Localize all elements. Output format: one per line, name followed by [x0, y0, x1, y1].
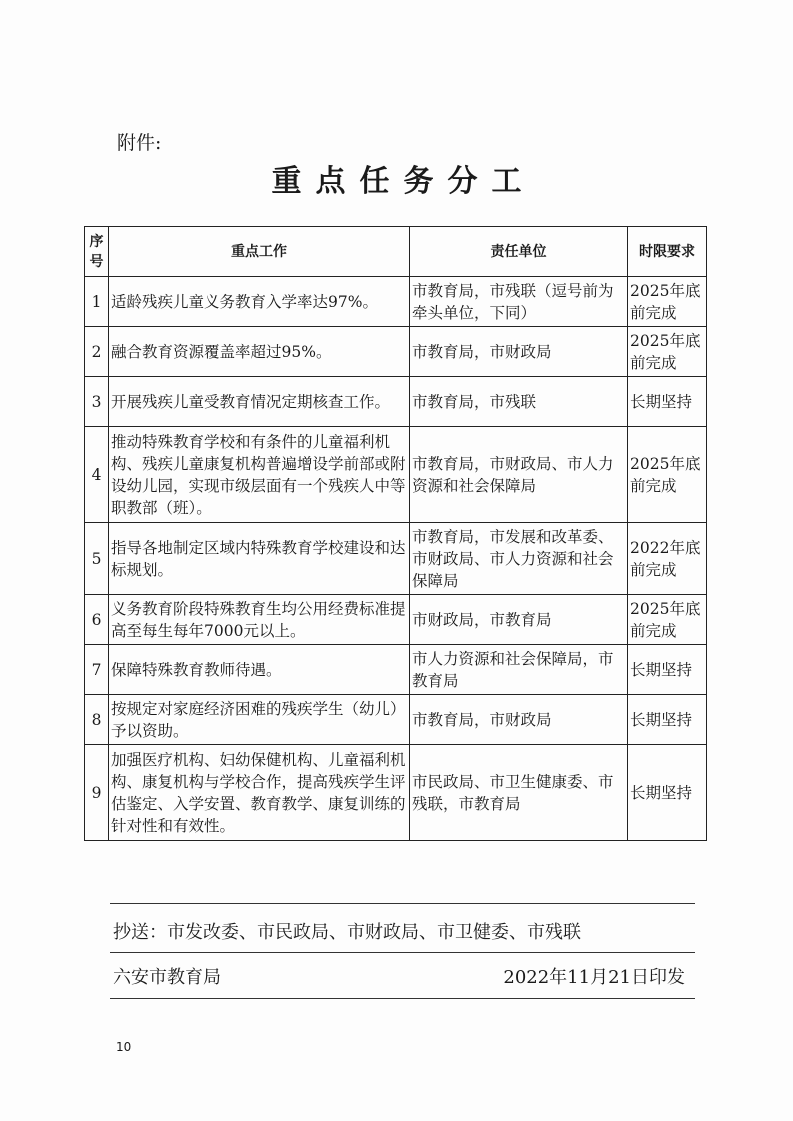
task-cell: 义务教育阶段特殊教育生均公用经费标准提高至每生每年7000元以上。 [109, 595, 410, 645]
table-row [85, 695, 707, 745]
unit-cell: 市教育局，市发展和改革委、市财政局、市人力资源和社会保障局 [410, 523, 628, 595]
table-row [85, 277, 707, 327]
unit-cell: 市财政局，市教育局 [410, 595, 628, 645]
page-number: 10 [116, 1040, 132, 1054]
issuer: 六安市教育局 [113, 967, 221, 988]
page-title: 重点任务分工 [271, 164, 536, 199]
issue-date: 2022年11月21日印发 [503, 967, 685, 988]
table-row [85, 645, 707, 695]
task-cell: 开展残疾儿童受教育情况定期核查工作。 [109, 377, 410, 427]
task-cell: 指导各地制定区域内特殊教育学校建设和达标规划。 [109, 523, 410, 595]
task-cell: 按规定对家庭经济困难的残疾学生（幼儿）予以资助。 [109, 695, 410, 745]
cc-list: 抄送：市发改委、市民政局、市财政局、市卫健委、市残联 [110, 904, 695, 953]
row-number: 6 [85, 595, 109, 645]
row-number: 4 [85, 427, 109, 523]
row-number: 1 [85, 277, 109, 327]
header-unit: 责任单位 [410, 227, 628, 277]
row-number: 5 [85, 523, 109, 595]
task-table [84, 226, 707, 841]
issue-info [110, 953, 695, 998]
row-number: 2 [85, 327, 109, 377]
header-seq: 序号 [85, 227, 109, 277]
row-number: 9 [85, 745, 109, 841]
table-row [85, 327, 707, 377]
table-row [85, 595, 707, 645]
task-cell: 融合教育资源覆盖率超过95%。 [109, 327, 410, 377]
unit-cell: 市人力资源和社会保障局，市教育局 [410, 645, 628, 695]
row-number: 3 [85, 377, 109, 427]
unit-cell: 市民政局、市卫生健康委、市残联，市教育局 [410, 745, 628, 841]
unit-cell: 市教育局，市残联（逗号前为牵头单位，下同） [410, 277, 628, 327]
table-row [85, 377, 707, 427]
unit-cell: 市教育局，市财政局、市人力资源和社会保障局 [410, 427, 628, 523]
deadline-cell: 2025年底前完成 [628, 327, 707, 377]
task-cell: 保障特殊教育教师待遇。 [109, 645, 410, 695]
task-cell: 适龄残疾儿童义务教育入学率达97%。 [109, 277, 410, 327]
row-number: 7 [85, 645, 109, 695]
table-row [85, 745, 707, 841]
table-row [85, 427, 707, 523]
deadline-cell: 长期坚持 [628, 377, 707, 427]
deadline-cell: 2022年底前完成 [628, 523, 707, 595]
deadline-cell: 2025年底前完成 [628, 277, 707, 327]
row-number: 8 [85, 695, 109, 745]
deadline-cell: 长期坚持 [628, 745, 707, 841]
deadline-cell: 2025年底前完成 [628, 595, 707, 645]
unit-cell: 市教育局，市财政局 [410, 695, 628, 745]
attachment-label: 附件: [117, 132, 162, 154]
table-header-row [85, 227, 707, 277]
deadline-cell: 长期坚持 [628, 695, 707, 745]
distribution-block [110, 903, 695, 999]
table-row [85, 523, 707, 595]
task-cell: 推动特殊教育学校和有条件的儿童福利机构、残疾儿童康复机构普遍增设学前部或附设幼儿园，实现市级层面有一个残疾人中等职教部（班）。 [109, 427, 410, 523]
header-deadline: 时限要求 [628, 227, 707, 277]
deadline-cell: 2025年底前完成 [628, 427, 707, 523]
deadline-cell: 长期坚持 [628, 645, 707, 695]
header-task: 重点工作 [109, 227, 410, 277]
unit-cell: 市教育局，市残联 [410, 377, 628, 427]
task-cell: 加强医疗机构、妇幼保健机构、儿童福利机构、康复机构与学校合作，提高残疾学生评估鉴定、入学安置、教育教学、康复训练的针对性和有效性。 [109, 745, 410, 841]
unit-cell: 市教育局，市财政局 [410, 327, 628, 377]
